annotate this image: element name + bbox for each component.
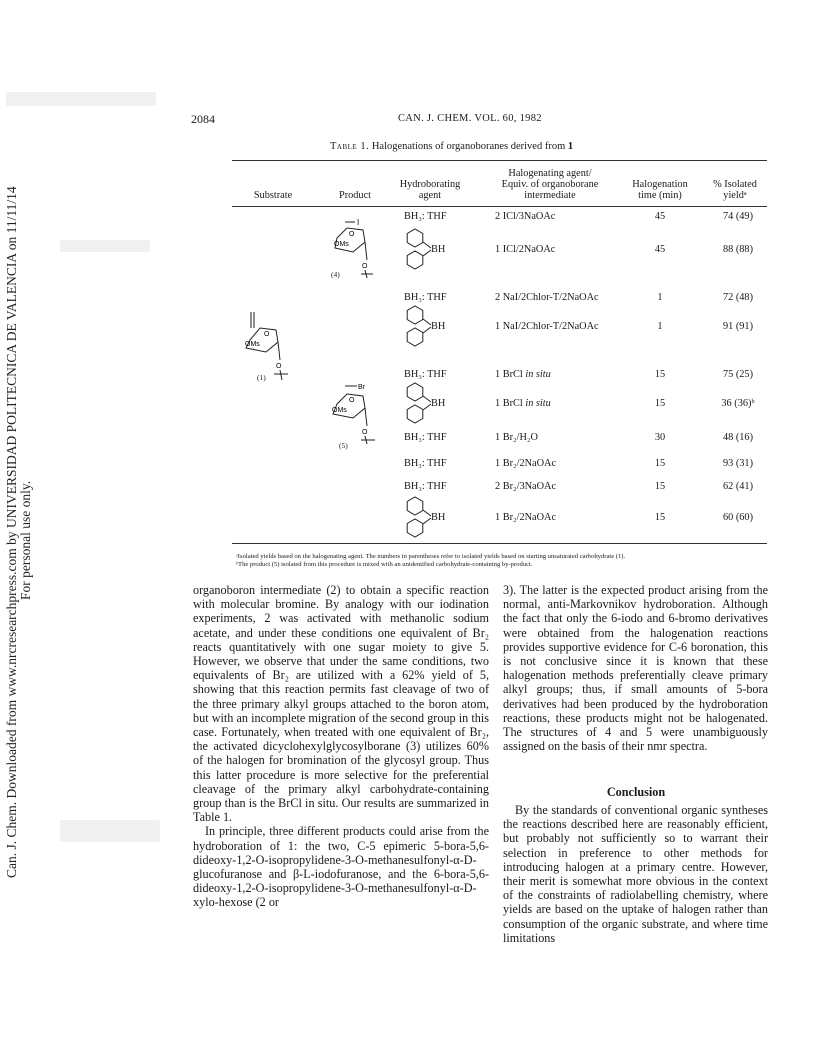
svg-text:O: O (362, 429, 368, 436)
journal-header: CAN. J. CHEM. VOL. 60, 1982 (398, 113, 542, 124)
table-bottom-rule (232, 543, 767, 544)
table-cell-time: 1 (657, 292, 663, 303)
svg-text:O: O (349, 397, 355, 404)
svg-text:OMs: OMs (245, 341, 260, 348)
table-caption-ref: 1 (567, 141, 574, 152)
table-cell-time: 45 (654, 211, 666, 222)
sidebar-download-notice: Can. J. Chem. Downloaded from www.nrcresearchpress.com by UNIVERSIDAD POLITECNICA DE VALENCIA on 11/11/14 (4, 186, 19, 878)
col-header-hydroborating: Hydroborating agent (399, 179, 461, 201)
table-cell-halogenating-agent: 1 NaI/2Chlor-T/2NaOAc (495, 321, 599, 332)
right-paragraph-1: 3). The latter is the expected product arising from the normal, anti-Markovnikov hydroboration. Although the fact that only the 6-iodo and 6-bromo derivatives were obtained from the halogenation reactions provides supportive evidence for C-6 boronation, this is not conclusive since it is known that these halogenation methods preferentially cleave primary alkyl groups; thus, if small amounts of 5-bora derivatives had been produced by the hydroboration reactions, these products might not be halogenated. The structures of 4 and 5 were unambiguously assigned on the basis of their nmr spectra. (503, 583, 768, 754)
table-cell-time: 30 (654, 432, 666, 443)
sidebar-personal-use: For personal use only. (18, 480, 33, 600)
table-cell-yield: 62 (41) (722, 481, 754, 492)
col-header-yield: % Isolated yieldᵃ (713, 179, 757, 201)
halogen-italic: in situ (525, 398, 551, 409)
right-column (503, 583, 768, 753)
product-5-label: (5) (339, 441, 348, 450)
product5-atom: Br (358, 384, 365, 391)
conclusion-heading: Conclusion (606, 785, 666, 799)
halogen-text: 1 BrCl (495, 369, 526, 380)
table-cell-time: 15 (654, 481, 666, 492)
left-column (193, 583, 489, 910)
table-cell-agent: BH (431, 321, 446, 332)
margin-smudge (60, 240, 150, 252)
page-number: 2084 (191, 112, 215, 126)
table-cell-yield: 91 (91) (722, 321, 754, 332)
table-cell-yield: 36 (36)ᵇ (721, 398, 755, 409)
svg-text:OMs: OMs (332, 407, 347, 414)
table-cell-yield: 48 (16) (722, 432, 754, 443)
left-paragraph-2: In principle, three different products could arise from the hydroboration of 1: the two, C-5 epimeric 5-bora-5,6-dideoxy-1,2-O-isopropylidene-3-O-methanesulfonyl-α-D-glucofuranose and β-L-iodofuranose, and the 6-bora-5,6-dideoxy-1,2-O-isopropylidene-3-O-methanesulfonyl-α-D-xylo-hexose (2 or (193, 824, 489, 910)
product4-atom: I (357, 218, 360, 227)
table-cell-halogenating-agent: 1 Br₂/2NaOAc (495, 458, 557, 469)
table-cell-time: 15 (654, 458, 666, 469)
halogen-italic: in situ (525, 369, 551, 380)
footnote-a: ᵃIsolated yields based on the halogenating agent. The numbers in parentheses refer to isolated yields based on starting unsaturated carbohydrate (1). (236, 553, 626, 560)
table-cell-yield: 72 (48) (722, 292, 754, 303)
table-cell-halogenating-agent: 2 Br₂/3NaOAc (495, 481, 557, 492)
table-cell-agent: BH₃: THF (404, 369, 447, 380)
table-cell-halogenating-agent: 2 ICl/3NaOAc (495, 211, 556, 222)
svg-text:O: O (276, 363, 282, 370)
left-paragraph-1: organoboron intermediate (2) to obtain a specific reaction with molecular bromine. By analogy with our iodination experiments, 2 was activated with methanolic sodium acetate, and under these conditions one equivalent of Br₂ reacts quantitatively with one sugar moiety to give 5. However, we observe that under the same conditions, two equivalents of Br₂ are utilized with a 62% yield of 5, showing that this reaction permits fast cleavage of two of the three primary alkyl groups attached to the boron atom, but with an incomplete migration of the second group in this case. Fortunately, when treated with one equivalent of Br₂, the activated dicyclohexylglycosylborane (3) utilizes 60% of the halogen for bromination of the glycosyl group. Thus this latter procedure is more selective for the preferential cleavage of the primary alkyl carbohydrate-containing group than is the BrCl in situ. Our results are summarized in Table 1. (193, 583, 489, 825)
footnote-b: ᵇThe product (5) isolated from this procedure is mixed with an unidentified carbohydrate-containing by-product. (236, 561, 533, 568)
table-cell-time: 1 (657, 321, 663, 332)
svg-text:OMs: OMs (334, 241, 349, 248)
table-cell-agent: BH (431, 244, 446, 255)
table-caption (330, 141, 573, 152)
product-4-label: (4) (331, 270, 340, 279)
table-caption-text: Halogenations of organoboranes derived from (371, 141, 566, 152)
col-header-halogenating: Halogenating agent/ Equiv. of organoborane intermediate (501, 168, 599, 201)
table-caption-label: Table 1. (330, 141, 370, 152)
table-cell-halogenating-agent (495, 398, 551, 409)
table-cell-time: 15 (654, 369, 666, 380)
table-cell-yield: 75 (25) (722, 369, 754, 380)
table-cell-time: 15 (654, 512, 666, 523)
table-cell-agent: BH (431, 512, 446, 523)
col-header-time: Halogenation time (min) (632, 179, 688, 201)
table-cell-agent: BH₃: THF (404, 432, 447, 443)
table-cell-halogenating-agent (495, 369, 551, 380)
table-cell-agent: BH₃: THF (404, 211, 447, 222)
table-top-rule (232, 160, 767, 161)
table-header-rule (232, 206, 767, 207)
table-cell-halogenating-agent: 2 NaI/2Chlor-T/2NaOAc (495, 292, 599, 303)
col-header-substrate: Substrate (253, 190, 293, 201)
table-cell-halogenating-agent: 1 Br₂/H₂O (495, 432, 538, 443)
right-column-conclusion (503, 803, 768, 945)
table-cell-yield: 60 (60) (722, 512, 754, 523)
right-paragraph-2: By the standards of conventional organic syntheses the reactions described here are reasonably efficient, but probably not sufficiently so to warrant their selection in preference to other methods for introducing halogen at a primary centre. However, their merit is somewhat more obvious in the context of the constraints of radiolabelling chemistry, where yields are based on the uptake of halogen rather than consumption of the organic substrate, and where time limitations (503, 803, 768, 945)
table-cell-agent: BH₃: THF (404, 481, 447, 492)
margin-smudge (6, 92, 156, 106)
substrate-1-structure (240, 310, 320, 390)
table-cell-time: 15 (654, 398, 666, 409)
table-cell-agent: BH₃: THF (404, 458, 447, 469)
margin-smudge (60, 820, 160, 842)
table-cell-yield: 93 (31) (722, 458, 754, 469)
table-cell-agent: BH (431, 398, 446, 409)
svg-text:O: O (349, 231, 355, 238)
table-cell-time: 45 (654, 244, 666, 255)
table-cell-yield: 74 (49) (722, 211, 754, 222)
table-cell-yield: 88 (88) (722, 244, 754, 255)
svg-text:O: O (264, 331, 270, 338)
halogen-text: 1 BrCl (495, 398, 526, 409)
substrate-1-label: (1) (257, 373, 266, 382)
svg-text:O: O (362, 263, 368, 270)
col-header-product: Product (338, 190, 372, 201)
table-cell-halogenating-agent: 1 Br₂/2NaOAc (495, 512, 557, 523)
table-cell-agent: BH₃: THF (404, 292, 447, 303)
product-5-structure (325, 378, 405, 458)
table-cell-halogenating-agent: 1 ICl/2NaOAc (495, 244, 556, 255)
